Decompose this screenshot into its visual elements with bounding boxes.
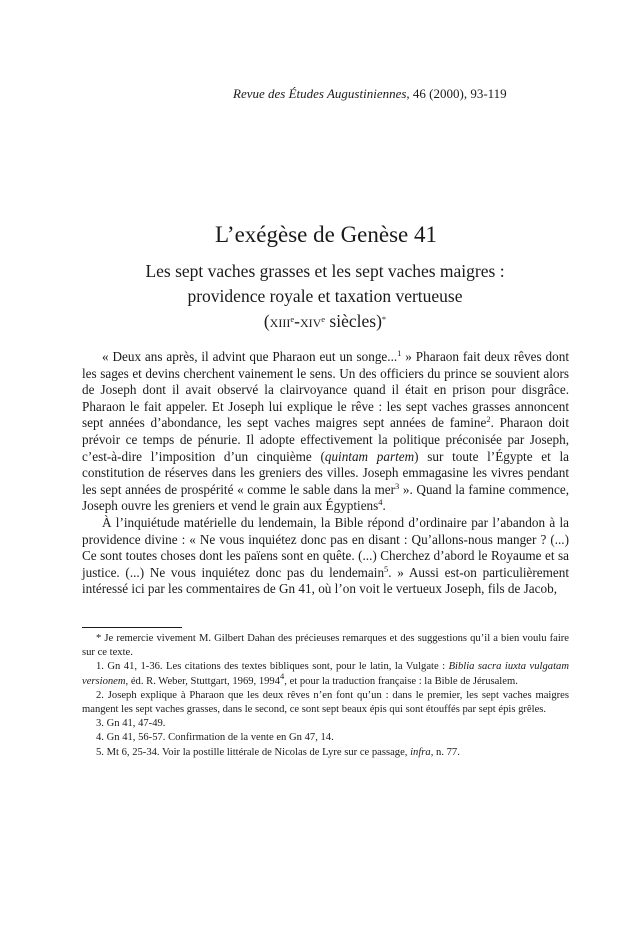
p1-text-c: . Pharaon doit prévoir ce temps de pénurie. Il adopte effectivement la politique préconisée par Joseph, c’est-à-dire l’imposition d’un cinquième (: [82, 415, 569, 464]
subtitle-line-1: Les sept vaches grasses et les sept vaches maigres :: [145, 261, 505, 281]
fn1-text-a: 1. Gn 41, 1-36. Les citations des textes bibliques sont, pour le latin, la Vulgate :: [96, 661, 449, 673]
footnote-ref-4: 4: [378, 497, 383, 508]
footnote-divider: [82, 627, 182, 628]
journal-name: Revue des Études Augustiniennes: [233, 86, 407, 101]
footnote-star: * Je remercie vivement M. Gilbert Dahan des précieuses remarques et des suggestions qu’il a bien voulu faire sur ce texte.: [82, 633, 569, 659]
p1-text-f: .: [382, 498, 386, 514]
footnotes: [82, 632, 569, 760]
footnote-ref-5: 5: [384, 563, 389, 574]
century-tail: siècles): [325, 311, 382, 331]
paragraph-1: [82, 349, 569, 515]
title-asterisk: *: [381, 314, 387, 324]
journal-citation: , 46 (2000), 93-119: [406, 86, 507, 101]
p2-text-b: . » Aussi est-on particulièrement intéressé ici par les commentaires de Gn 41, où l’on voit le vertueux Joseph, fils de Jacob,: [82, 564, 569, 597]
fn1-text-b: , éd. R. Weber, Stuttgart, 1969, 1994: [125, 675, 281, 687]
subtitle-line-3: (xiii$^e$-xiv$^e$ siècles)*: [263, 311, 387, 331]
article-body: [82, 349, 569, 598]
footnote-5: [82, 746, 569, 760]
century-end: xiv: [299, 311, 322, 331]
subtitle-line-2: providence royale et taxation vertueuse: [187, 286, 463, 306]
footnote-2: 2. Joseph explique à Pharaon que les deux rêves n’en font qu’un : dans le premier, les sept vaches maigres mangent les sept vaches grasses, dans le second, ce sont sept beaux épis qui sont étouffés par sept épis grêles.: [82, 689, 569, 716]
footnote-ref-3: 3: [395, 480, 400, 491]
p1-italic-quintam: quintam partem: [324, 448, 415, 464]
paragraph-2: [82, 515, 569, 598]
fn1-italic: Biblia sacra iuxta vulgatam versionem: [82, 661, 569, 687]
journal-header: [233, 86, 507, 102]
footnote-4: 4. Gn 41, 56-57. Confirmation de la vente en Gn 47, 14.: [96, 732, 334, 744]
fn1-text-c: , et pour la traduction française : la Bible de Jérusalem.: [284, 675, 518, 687]
article-title: L’exégèse de Genèse 41: [214, 222, 438, 247]
footnote-ref-1: 1: [397, 348, 402, 358]
p1-text-e: ». Quand la famine commence, Joseph ouvre les greniers et vend le grain aux Égyptiens: [82, 481, 569, 514]
century-start-sup: e: [290, 314, 295, 324]
p1-text-b: » Pharaon fait deux rêves dont les sages et devins cherchent vainement le sens. Un des officiers du prince se souvient alors de Joseph dont il avait observé la clairvoyance quand il était en prison pour disgrâce. Pharaon le fait appeler. Et Joseph lui explique le rêve : les sept vaches grasses annoncent sept années d’abondance, les sept vaches maigres sept années de famine: [82, 349, 569, 431]
footnote-3: 3. Gn 41, 47-49.: [96, 718, 166, 730]
fn5-italic: infra: [410, 746, 431, 758]
fn5-text-a: 5. Mt 6, 25-34. Voir la postille littérale de Nicolas de Lyre sur ce passage,: [96, 746, 411, 758]
p2-text-a: À l’inquiétude matérielle du lendemain, la Bible répond d’ordinaire par l’abandon à la providence divine : « Ne vous inquiétez donc pas en disant : Qu’allons-nous manger ? (...) Ce sont toutes choses dont les païens sont en quête. (...) Cherchez d’abord le Royaume et sa justice. (...) Ne vous inquiétez donc pas du lendemain: [82, 514, 569, 580]
p1-text-a: « Deux ans après, il advint que Pharaon eut un songe...: [102, 349, 398, 364]
century-sep: -: [294, 311, 300, 331]
article-subtitle: [0, 259, 642, 334]
footnote-1: [82, 660, 569, 688]
p1-text-d: ) sur toute l’Égypte et la constitution de réserves dans les greniers des villes. Joseph emmagasine les vivres pendant les sept années de prospérité « comme le sable dans la mer: [82, 448, 570, 497]
fn1-edition-sup: 4: [280, 670, 285, 681]
fn5-text-b: , n. 77.: [430, 746, 460, 758]
footnote-ref-2: 2: [486, 414, 491, 425]
century-end-sup: e: [321, 314, 326, 324]
century-start: xiii: [269, 311, 291, 331]
